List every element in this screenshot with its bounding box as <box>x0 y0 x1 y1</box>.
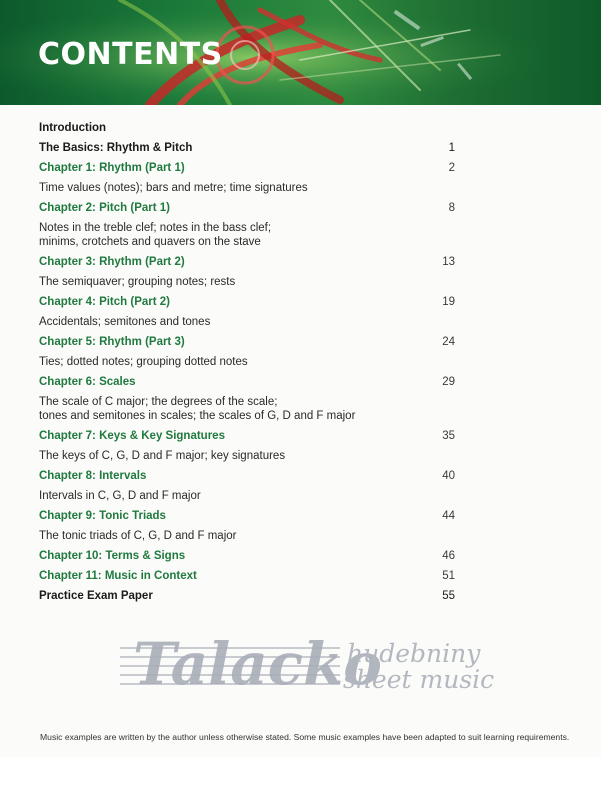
toc-title: The scale of C major; the degrees of the scale; tones and semitones in scales; the scales of G, D and F major <box>39 396 356 422</box>
toc-description <box>39 489 455 503</box>
toc-entry <box>39 255 455 269</box>
toc-title: Ties; dotted notes; grouping dotted notes <box>39 356 248 368</box>
toc-description <box>39 221 455 249</box>
toc-entry <box>39 429 455 443</box>
toc-entry <box>39 335 455 349</box>
toc-title: Practice Exam Paper <box>39 590 153 602</box>
page-title: CONTENTS <box>38 37 223 72</box>
toc-title: Notes in the treble clef; notes in the bass clef; minims, crotchets and quavers on the stave <box>39 222 272 248</box>
toc-title: Chapter 6: Scales <box>39 376 136 388</box>
svg-text:sheet music: sheet music <box>343 665 495 694</box>
toc-description <box>39 395 455 423</box>
toc-title: Chapter 9: Tonic Triads <box>39 510 166 522</box>
svg-text:hudebniny: hudebniny <box>347 639 481 668</box>
toc-page-number: 24 <box>442 336 455 348</box>
toc-description <box>39 355 455 369</box>
toc-title: Chapter 3: Rhythm (Part 2) <box>39 256 185 268</box>
toc-title: Time values (notes); bars and metre; time signatures <box>39 182 308 194</box>
toc-title: Chapter 1: Rhythm (Part 1) <box>39 162 185 174</box>
toc-title: The semiquaver; grouping notes; rests <box>39 276 236 288</box>
toc-title: The keys of C, G, D and F major; key signatures <box>39 450 286 462</box>
toc-title: Chapter 5: Rhythm (Part 3) <box>39 336 185 348</box>
toc-entry <box>39 295 455 309</box>
toc-page-number: 55 <box>442 590 455 602</box>
toc-entry <box>39 161 455 175</box>
toc-description <box>39 181 455 195</box>
toc-entry <box>39 589 455 603</box>
toc-page-number: 1 <box>448 142 455 154</box>
toc-description <box>39 449 455 463</box>
watermark-logo <box>115 618 495 700</box>
table-of-contents <box>39 121 455 609</box>
toc-page-number: 35 <box>442 430 455 442</box>
toc-page-number: 13 <box>442 256 455 268</box>
toc-title: Chapter 10: Terms & Signs <box>39 550 186 562</box>
toc-description <box>39 529 455 543</box>
toc-entry <box>39 549 455 563</box>
toc-title: Chapter 8: Intervals <box>39 470 147 482</box>
toc-page-number: 29 <box>442 376 455 388</box>
toc-title: Intervals in C, G, D and F major <box>39 490 201 502</box>
toc-page-number: 8 <box>448 202 455 214</box>
toc-title: Chapter 4: Pitch (Part 2) <box>39 296 170 308</box>
toc-title: The Basics: Rhythm & Pitch <box>39 142 193 154</box>
toc-entry <box>39 201 455 215</box>
toc-title: Chapter 7: Keys & Key Signatures <box>39 430 225 442</box>
toc-entry <box>39 569 455 583</box>
toc-page-number: 51 <box>442 570 455 582</box>
toc-entry <box>39 509 455 523</box>
toc-page-number: 46 <box>442 550 455 562</box>
toc-title: Chapter 2: Pitch (Part 1) <box>39 202 170 214</box>
toc-entry <box>39 141 455 155</box>
toc-description <box>39 275 455 289</box>
footnote: Music examples are written by the author unless otherwise stated. Some music examples have been adapted to suit learning requirements. <box>40 732 570 742</box>
toc-title: Introduction <box>39 122 107 134</box>
toc-entry <box>39 375 455 389</box>
toc-page-number: 19 <box>442 296 455 308</box>
toc-page-number: 40 <box>442 470 455 482</box>
toc-title: Accidentals; semitones and tones <box>39 316 211 328</box>
toc-title: The tonic triads of C, G, D and F major <box>39 530 237 542</box>
toc-description <box>39 315 455 329</box>
toc-title: Chapter 11: Music in Context <box>39 570 197 582</box>
toc-entry <box>39 121 455 135</box>
header-banner <box>0 0 601 105</box>
toc-page-number: 44 <box>442 510 455 522</box>
svg-text:Talacko: Talacko <box>133 630 382 698</box>
toc-page-number: 2 <box>448 162 455 174</box>
toc-entry <box>39 469 455 483</box>
